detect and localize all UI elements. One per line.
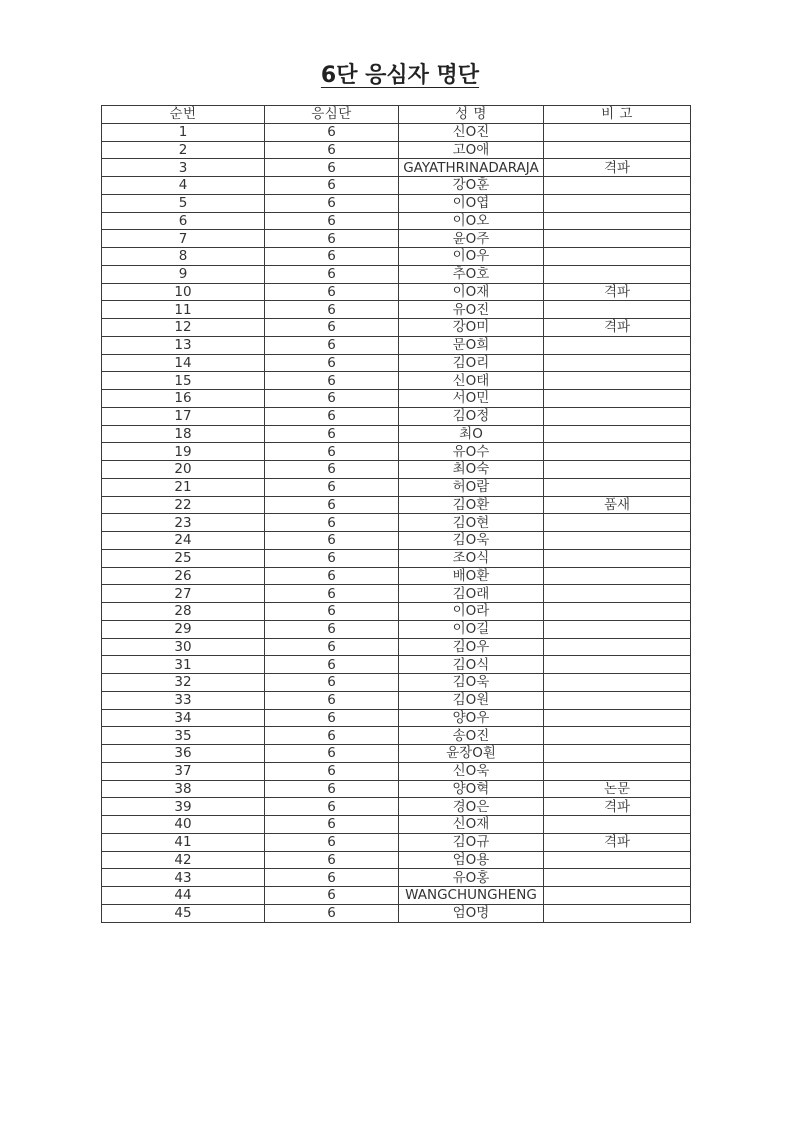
cell-name: 신O욱	[399, 762, 544, 780]
cell-note	[544, 727, 691, 745]
cell-dan: 6	[265, 727, 399, 745]
cell-note: 격파	[544, 319, 691, 337]
table-row	[102, 674, 691, 692]
cell-number: 32	[102, 674, 265, 692]
cell-name: 김O우	[399, 638, 544, 656]
cell-number: 40	[102, 816, 265, 834]
cell-number: 30	[102, 638, 265, 656]
cell-dan: 6	[265, 354, 399, 372]
cell-name: 윤O주	[399, 230, 544, 248]
cell-dan: 6	[265, 887, 399, 905]
cell-note	[544, 390, 691, 408]
cell-name: 김O래	[399, 585, 544, 603]
cell-name: 추O호	[399, 265, 544, 283]
cell-note	[544, 674, 691, 692]
table-body	[102, 123, 691, 922]
table-row	[102, 762, 691, 780]
cell-name: 김O식	[399, 656, 544, 674]
cell-number: 14	[102, 354, 265, 372]
table-row	[102, 141, 691, 159]
table-row	[102, 603, 691, 621]
cell-name: GAYATHRINADARAJA	[399, 159, 544, 177]
cell-dan: 6	[265, 638, 399, 656]
cell-dan: 6	[265, 603, 399, 621]
table-row	[102, 319, 691, 337]
cell-dan: 6	[265, 585, 399, 603]
table-row	[102, 816, 691, 834]
cell-dan: 6	[265, 745, 399, 763]
cell-name: 고O애	[399, 141, 544, 159]
cell-name: 이O우	[399, 248, 544, 266]
cell-dan: 6	[265, 265, 399, 283]
table-row	[102, 780, 691, 798]
table-row	[102, 425, 691, 443]
table-row	[102, 354, 691, 372]
cell-dan: 6	[265, 709, 399, 727]
cell-dan: 6	[265, 833, 399, 851]
cell-name: 김O리	[399, 354, 544, 372]
cell-note	[544, 407, 691, 425]
cell-number: 18	[102, 425, 265, 443]
cell-dan: 6	[265, 123, 399, 141]
cell-note	[544, 585, 691, 603]
cell-dan: 6	[265, 159, 399, 177]
cell-note	[544, 567, 691, 585]
cell-name: 유O홍	[399, 869, 544, 887]
cell-note	[544, 603, 691, 621]
cell-name: 조O식	[399, 549, 544, 567]
cell-note	[544, 869, 691, 887]
cell-number: 26	[102, 567, 265, 585]
table-row	[102, 461, 691, 479]
table-row	[102, 638, 691, 656]
cell-dan: 6	[265, 851, 399, 869]
cell-number: 45	[102, 904, 265, 922]
cell-name: 배O환	[399, 567, 544, 585]
table-row	[102, 887, 691, 905]
cell-name: 유O수	[399, 443, 544, 461]
cell-dan: 6	[265, 816, 399, 834]
table-row	[102, 301, 691, 319]
table-row	[102, 851, 691, 869]
cell-name: 김O현	[399, 514, 544, 532]
cell-name: 양O혁	[399, 780, 544, 798]
cell-note	[544, 532, 691, 550]
table-row	[102, 833, 691, 851]
cell-name: 이O오	[399, 212, 544, 230]
cell-note	[544, 336, 691, 354]
cell-number: 12	[102, 319, 265, 337]
table-row	[102, 336, 691, 354]
cell-name: 김O욱	[399, 532, 544, 550]
cell-number: 31	[102, 656, 265, 674]
table-row	[102, 745, 691, 763]
cell-name: 김O원	[399, 691, 544, 709]
cell-name: 신O태	[399, 372, 544, 390]
table-row	[102, 904, 691, 922]
cell-note: 품새	[544, 496, 691, 514]
cell-dan: 6	[265, 212, 399, 230]
header-dan: 응심단	[265, 106, 399, 124]
cell-note	[544, 656, 691, 674]
cell-note	[544, 425, 691, 443]
cell-number: 27	[102, 585, 265, 603]
cell-name: 김O환	[399, 496, 544, 514]
cell-dan: 6	[265, 407, 399, 425]
header-note: 비 고	[544, 106, 691, 124]
cell-name: 이O길	[399, 620, 544, 638]
table-row	[102, 496, 691, 514]
document-title	[0, 58, 800, 89]
cell-number: 28	[102, 603, 265, 621]
cell-dan: 6	[265, 514, 399, 532]
cell-note	[544, 549, 691, 567]
cell-note	[544, 514, 691, 532]
cell-note	[544, 141, 691, 159]
cell-number: 11	[102, 301, 265, 319]
cell-note	[544, 177, 691, 195]
cell-number: 21	[102, 478, 265, 496]
cell-number: 43	[102, 869, 265, 887]
cell-note: 격파	[544, 159, 691, 177]
table-row	[102, 727, 691, 745]
table-row	[102, 532, 691, 550]
cell-dan: 6	[265, 141, 399, 159]
cell-number: 16	[102, 390, 265, 408]
cell-name: 송O진	[399, 727, 544, 745]
table-row	[102, 372, 691, 390]
cell-note	[544, 230, 691, 248]
cell-dan: 6	[265, 194, 399, 212]
cell-dan: 6	[265, 798, 399, 816]
cell-name: 엄O명	[399, 904, 544, 922]
cell-number: 13	[102, 336, 265, 354]
cell-note: 논문	[544, 780, 691, 798]
cell-dan: 6	[265, 869, 399, 887]
cell-dan: 6	[265, 904, 399, 922]
cell-name: 김O정	[399, 407, 544, 425]
cell-dan: 6	[265, 372, 399, 390]
cell-note: 격파	[544, 798, 691, 816]
cell-dan: 6	[265, 248, 399, 266]
table-row	[102, 869, 691, 887]
cell-note	[544, 212, 691, 230]
cell-dan: 6	[265, 336, 399, 354]
cell-name: 문O희	[399, 336, 544, 354]
cell-note	[544, 638, 691, 656]
cell-note	[544, 709, 691, 727]
cell-dan: 6	[265, 230, 399, 248]
cell-name: 경O은	[399, 798, 544, 816]
cell-note: 격파	[544, 833, 691, 851]
cell-note	[544, 762, 691, 780]
cell-number: 10	[102, 283, 265, 301]
table-row	[102, 283, 691, 301]
cell-number: 19	[102, 443, 265, 461]
cell-dan: 6	[265, 762, 399, 780]
cell-number: 37	[102, 762, 265, 780]
cell-number: 17	[102, 407, 265, 425]
cell-number: 33	[102, 691, 265, 709]
cell-dan: 6	[265, 567, 399, 585]
table-row	[102, 230, 691, 248]
header-number: 순번	[102, 106, 265, 124]
cell-number: 25	[102, 549, 265, 567]
cell-name: 양O우	[399, 709, 544, 727]
cell-dan: 6	[265, 780, 399, 798]
cell-dan: 6	[265, 319, 399, 337]
cell-number: 22	[102, 496, 265, 514]
cell-note	[544, 745, 691, 763]
cell-number: 34	[102, 709, 265, 727]
cell-note	[544, 851, 691, 869]
cell-dan: 6	[265, 443, 399, 461]
cell-number: 15	[102, 372, 265, 390]
header-name: 성 명	[399, 106, 544, 124]
cell-number: 24	[102, 532, 265, 550]
cell-note	[544, 248, 691, 266]
table-row	[102, 798, 691, 816]
cell-dan: 6	[265, 656, 399, 674]
cell-number: 29	[102, 620, 265, 638]
cell-name: 이O라	[399, 603, 544, 621]
cell-name: 이O재	[399, 283, 544, 301]
cell-number: 4	[102, 177, 265, 195]
table-row	[102, 549, 691, 567]
cell-name: 김O규	[399, 833, 544, 851]
cell-number: 8	[102, 248, 265, 266]
cell-name: 최O숙	[399, 461, 544, 479]
table-row	[102, 691, 691, 709]
cell-note	[544, 461, 691, 479]
cell-number: 5	[102, 194, 265, 212]
cell-number: 35	[102, 727, 265, 745]
cell-note	[544, 265, 691, 283]
cell-note: 격파	[544, 283, 691, 301]
cell-name: 신O진	[399, 123, 544, 141]
cell-number: 1	[102, 123, 265, 141]
cell-name: 강O훈	[399, 177, 544, 195]
cell-number: 44	[102, 887, 265, 905]
cell-note	[544, 620, 691, 638]
cell-note	[544, 816, 691, 834]
cell-note	[544, 123, 691, 141]
table-row	[102, 194, 691, 212]
table-row	[102, 478, 691, 496]
cell-note	[544, 372, 691, 390]
cell-note	[544, 194, 691, 212]
cell-name: 신O재	[399, 816, 544, 834]
cell-number: 23	[102, 514, 265, 532]
cell-dan: 6	[265, 674, 399, 692]
cell-number: 38	[102, 780, 265, 798]
table-row	[102, 123, 691, 141]
cell-number: 7	[102, 230, 265, 248]
cell-dan: 6	[265, 461, 399, 479]
table-row	[102, 248, 691, 266]
cell-number: 3	[102, 159, 265, 177]
table-header-row	[102, 106, 691, 124]
table-row	[102, 265, 691, 283]
table-row	[102, 656, 691, 674]
cell-name: WANGCHUNGHENG	[399, 887, 544, 905]
cell-name: 서O민	[399, 390, 544, 408]
cell-dan: 6	[265, 301, 399, 319]
cell-dan: 6	[265, 478, 399, 496]
cell-dan: 6	[265, 620, 399, 638]
cell-name: 강O미	[399, 319, 544, 337]
table-row	[102, 390, 691, 408]
cell-number: 42	[102, 851, 265, 869]
cell-dan: 6	[265, 390, 399, 408]
applicant-table	[101, 105, 691, 923]
cell-dan: 6	[265, 532, 399, 550]
document-title-text: 6단 응심자 명단	[320, 63, 480, 88]
cell-name: 유O진	[399, 301, 544, 319]
cell-note	[544, 443, 691, 461]
cell-note	[544, 691, 691, 709]
cell-note	[544, 904, 691, 922]
cell-dan: 6	[265, 177, 399, 195]
table-row	[102, 407, 691, 425]
cell-name: 이O엽	[399, 194, 544, 212]
cell-name: 김O욱	[399, 674, 544, 692]
table-row	[102, 443, 691, 461]
cell-dan: 6	[265, 425, 399, 443]
cell-name: 윤장O훤	[399, 745, 544, 763]
cell-dan: 6	[265, 496, 399, 514]
cell-number: 6	[102, 212, 265, 230]
cell-number: 41	[102, 833, 265, 851]
cell-number: 20	[102, 461, 265, 479]
table-row	[102, 620, 691, 638]
table-row	[102, 159, 691, 177]
cell-dan: 6	[265, 691, 399, 709]
cell-number: 9	[102, 265, 265, 283]
cell-note	[544, 354, 691, 372]
cell-note	[544, 478, 691, 496]
cell-number: 36	[102, 745, 265, 763]
table-row	[102, 709, 691, 727]
cell-dan: 6	[265, 549, 399, 567]
cell-note	[544, 887, 691, 905]
table-row	[102, 177, 691, 195]
cell-name: 최O	[399, 425, 544, 443]
table-row	[102, 567, 691, 585]
cell-dan: 6	[265, 283, 399, 301]
cell-name: 엄O용	[399, 851, 544, 869]
table-row	[102, 514, 691, 532]
cell-name: 허O람	[399, 478, 544, 496]
table-row	[102, 585, 691, 603]
cell-note	[544, 301, 691, 319]
table-row	[102, 212, 691, 230]
cell-number: 2	[102, 141, 265, 159]
cell-number: 39	[102, 798, 265, 816]
